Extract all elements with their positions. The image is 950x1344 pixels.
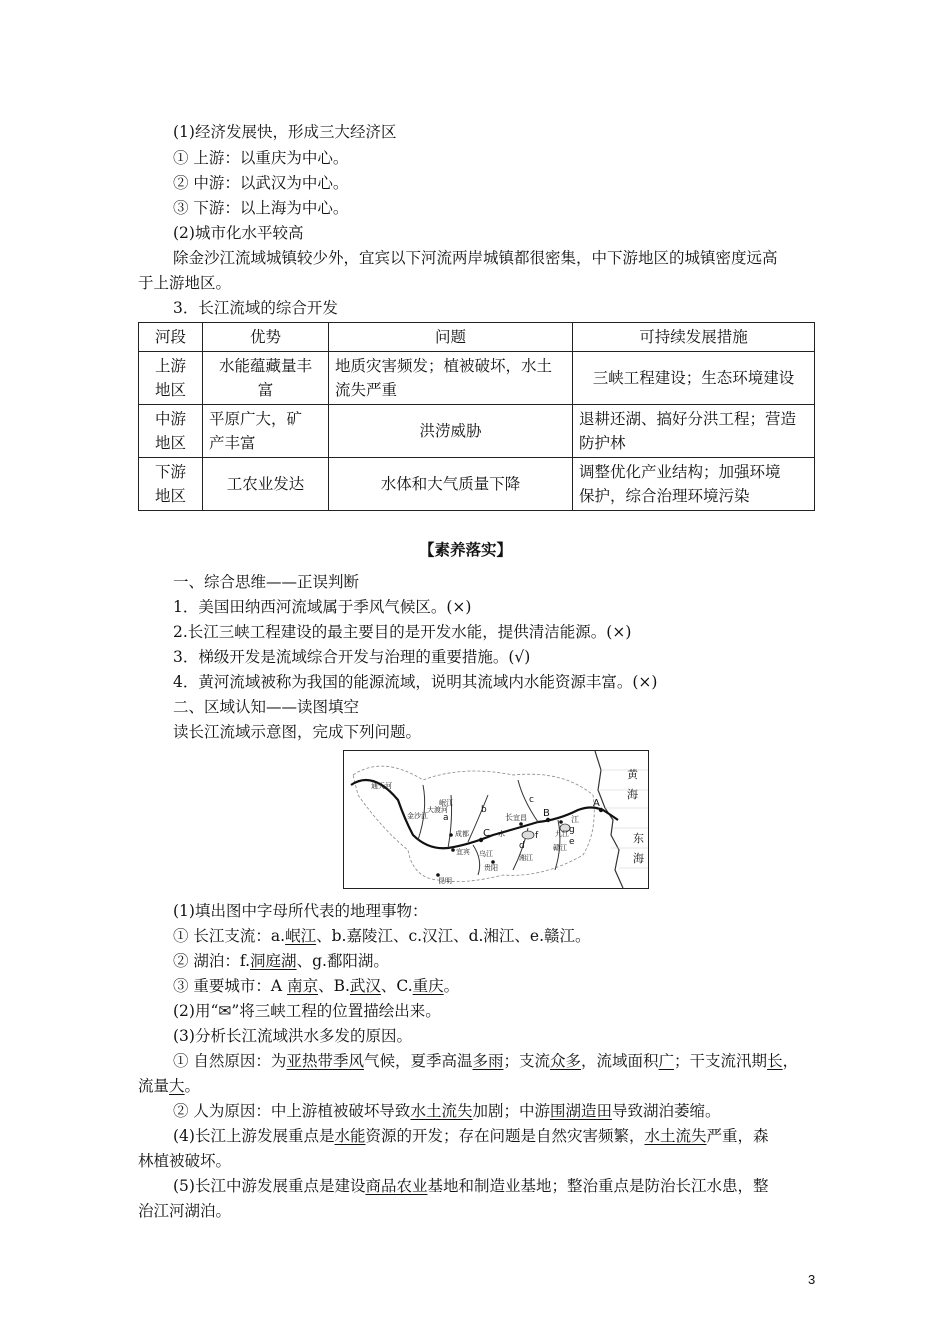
map-label: 湘江 — [519, 854, 533, 862]
table-cell: 退耕还湖、搞好分洪工程；营造 防护林 — [573, 405, 815, 458]
map-label: d — [519, 841, 525, 851]
map-label: B — [543, 808, 550, 819]
map-label: 贵阳 — [484, 864, 498, 872]
map-label: 成都 — [455, 830, 469, 838]
text-line: ② 中游：以武汉为中心。 — [173, 174, 349, 192]
table-header: 优势 — [203, 323, 329, 352]
text-line: ② 人为原因：中上游植被破坏导致水土流失加剧；中游围湖造田导致湖泊萎缩。 — [173, 1102, 721, 1120]
map-label: A — [593, 798, 600, 809]
table-row — [139, 352, 815, 405]
map-label: 九江 — [555, 830, 569, 838]
map-label: f — [535, 831, 539, 841]
map-label: 通天河 — [371, 782, 392, 790]
map-label: 大渡河 — [427, 806, 448, 814]
text-line: 于上游地区。 — [138, 274, 232, 292]
map-label: 乌江 — [479, 850, 493, 858]
yangtze-basin-map — [343, 750, 649, 889]
text-line: ② 湖泊：f.洞庭湖、g.鄱阳湖。 — [173, 952, 389, 970]
text-line: 林植被破坏。 — [138, 1152, 232, 1170]
map-label: 海 — [627, 788, 638, 801]
text-line: 2.长江三峡工程建设的最主要目的是开发水能，提供清洁能源。(×) — [173, 623, 632, 641]
city-jiujiang — [559, 820, 563, 824]
page-number: 3 — [808, 1272, 816, 1287]
text-line: 1．美国田纳西河流域属于季风气候区。(×) — [173, 598, 472, 616]
text-line: ③ 下游：以上海为中心。 — [173, 199, 349, 217]
map-label: e — [569, 837, 575, 847]
text-line: 3．长江流域的综合开发 — [173, 299, 338, 317]
lake-f — [522, 831, 534, 839]
table-row — [139, 458, 815, 511]
table-cell: 下游 地区 — [139, 458, 203, 511]
text-line: (1)经济发展快，形成三大经济区 — [173, 123, 397, 141]
city-chengdu — [449, 833, 453, 837]
text-line: 流量大。 — [138, 1077, 201, 1095]
map-label: 东 — [633, 832, 644, 845]
table-cell: 工农业发达 — [203, 458, 329, 511]
map-label: C — [483, 828, 490, 839]
table-header: 河段 — [139, 323, 203, 352]
text-line: (1)填出图中字母所代表的地理事物： — [173, 902, 428, 920]
table-cell: 水能蕴藏量丰 富 — [203, 352, 329, 405]
table-header: 问题 — [329, 323, 573, 352]
table-cell: 地质灾害频发；植被破坏，水土 流失严重 — [329, 352, 573, 405]
table-cell: 洪涝威胁 — [329, 405, 573, 458]
city-yibin — [451, 848, 455, 852]
city-yichang — [519, 822, 523, 826]
table-cell: 调整优化产业结构；加强环境 保护，综合治理环境污染 — [573, 458, 815, 511]
map-label: 海 — [633, 852, 644, 865]
text-line: 一、综合思维——正误判断 — [173, 573, 360, 591]
table-cell: 三峡工程建设；生态环境建设 — [573, 352, 815, 405]
text-line: 读长江流域示意图，完成下列问题。 — [173, 723, 422, 741]
map-label: a — [443, 813, 449, 823]
development-table — [138, 322, 815, 511]
table-cell: 中游 地区 — [139, 405, 203, 458]
map-label: g — [569, 825, 575, 835]
text-line: ① 自然原因：为亚热带季风气候，夏季高温多雨；支流众多，流域面积广；干支流汛期长， — [173, 1052, 799, 1070]
table-header-row — [139, 323, 815, 352]
text-line: 4．黄河流域被称为我国的能源流域，说明其流域内水能资源丰富。(×) — [173, 673, 658, 691]
map-label: 宜宾 — [456, 848, 470, 856]
text-line: 二、区域认知——读图填空 — [173, 698, 360, 716]
map-label: 岷江 — [439, 799, 453, 807]
section-title: 【素养落实】 — [419, 541, 513, 559]
map-label: 宜昌 — [513, 814, 527, 822]
map-label: 赣江 — [553, 844, 567, 852]
table-cell: 水体和大气质量下降 — [329, 458, 573, 511]
text-line: ③ 重要城市：A 南京、B.武汉、C.重庆。 — [173, 977, 460, 995]
text-line: ① 上游：以重庆为中心。 — [173, 149, 349, 167]
map-label: b — [481, 805, 487, 815]
map-label: 江 — [571, 815, 579, 824]
map-label: c — [529, 795, 534, 805]
text-line: (2)用“✉”将三峡工程的位置描绘出来。 — [173, 1002, 441, 1020]
text-line: 治江河湖泊。 — [138, 1202, 232, 1220]
text-line: (5)长江中游发展重点是建设商品农业基地和制造业基地；整治重点是防治长江水患，整 — [173, 1177, 769, 1195]
table-cell: 平原广大，矿 产丰富 — [203, 405, 329, 458]
table-row — [139, 405, 815, 458]
map-label: 昆明 — [438, 877, 452, 885]
text-line: 除金沙江流域城镇较少外，宜宾以下河流两岸城镇都很密集，中下游地区的城镇密度远高 — [173, 249, 778, 267]
text-line: (4)长江上游发展重点是水能资源的开发；存在问题是自然灾害频繁，水土流失严重，森 — [173, 1127, 769, 1145]
map-label: 长 — [505, 813, 513, 822]
text-line: (2)城市化水平较高 — [173, 224, 304, 242]
text-line: ① 长江支流：a.岷江、b.嘉陵江、c.汉江、d.湘江、e.赣江。 — [173, 927, 591, 945]
map-label: 黄 — [627, 768, 638, 781]
text-line: (3)分析长江流域洪水多发的原因。 — [173, 1027, 412, 1045]
table-cell: 上游 地区 — [139, 352, 203, 405]
text-line: 3．梯级开发是流域综合开发与治理的重要措施。(√) — [173, 648, 531, 666]
table-header: 可持续发展措施 — [573, 323, 815, 352]
map-label: 水 — [498, 830, 505, 838]
map-label: 金沙江 — [407, 812, 428, 820]
